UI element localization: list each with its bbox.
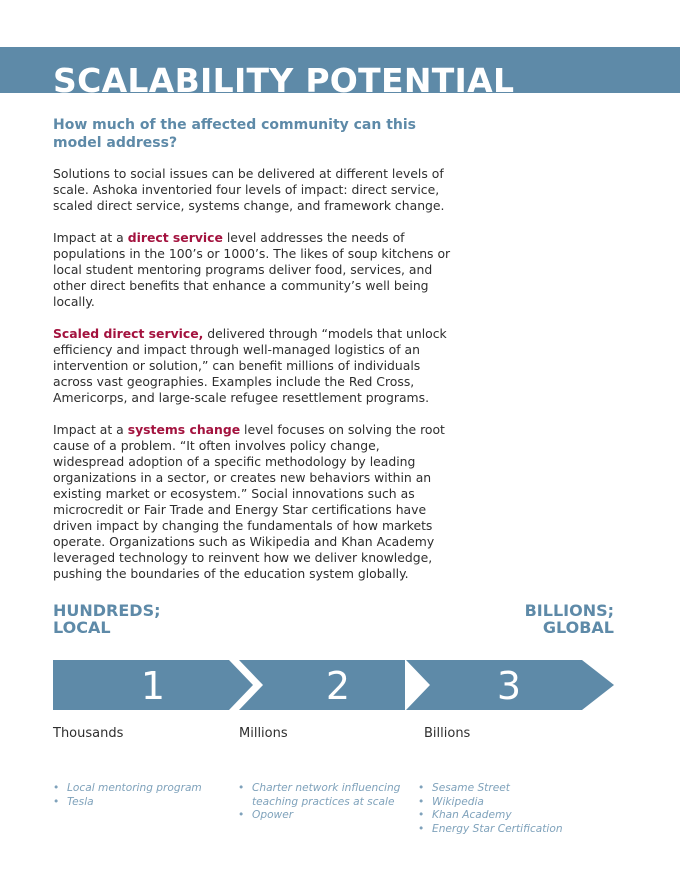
- paragraph-systems-change: [53, 422, 453, 582]
- paragraph-text: level focuses on solving the root cause of a problem. “It often involves policy change, widespread adoption of a specific methodology by leading organizations in a sector, or creates new behaviors within an existing market or ecosystem.” Social innovations such as microcredit or Fair Trade and Energy Star certifications have driven impact by changing the fundamentals of how markets operate. Organizations such as Wikipedia and Khan Academy leveraged technology to reinvent how we deliver knowledge, pushing the boundaries of the education system globally.: [53, 422, 445, 581]
- examples-list-thousands: [53, 782, 223, 809]
- chevron-step-3: [406, 660, 582, 710]
- list-item: • Tesla: [53, 796, 223, 810]
- arrow-head: [582, 660, 614, 710]
- page-title: SCALABILITY POTENTIAL: [53, 61, 515, 93]
- list-item: • Wikipedia: [418, 796, 608, 810]
- highlight-systems-change: systems change: [127, 422, 241, 437]
- step-number-2: 2: [325, 664, 351, 708]
- list-item: • Charter network influencing teaching practices at scale: [238, 782, 403, 809]
- scale-label-local: [53, 602, 161, 636]
- paragraph-text: delivered through “models that unlock efficiency and impact through well-managed logistics of an intervention or solution,” can benefit millions of individuals across vast geographies. Examples include the Red Cross, Americorps, and large-scale refugee resettlement programs.: [53, 326, 447, 405]
- paragraph-text: Impact at a: [53, 422, 128, 437]
- list-item: • Energy Star Certification: [418, 823, 608, 837]
- list-item: • Opower: [238, 809, 403, 823]
- scale-left-line1: HUNDREDS;: [53, 601, 161, 620]
- paragraph-scaled-direct-service: [53, 326, 453, 406]
- chevron-step-2: [239, 660, 405, 710]
- step-label-thousands: Thousands: [53, 726, 124, 741]
- examples-list-millions: [238, 782, 403, 823]
- scale-right-line2: GLOBAL: [542, 618, 614, 637]
- subheading: How much of the affected community can this model address?: [53, 117, 417, 151]
- list-item: • Khan Academy: [418, 809, 608, 823]
- paragraph-direct-service: [53, 230, 453, 310]
- paragraph-intro: Solutions to social issues can be delivered at different levels of scale. Ashoka inventoried four levels of impact: direct service, scaled direct service, systems change, and framework change.: [53, 166, 445, 213]
- scale-right-line1: BILLIONS;: [524, 601, 614, 620]
- paragraph-text: level addresses the needs of populations in the 100’s or 1000’s. The likes of soup kitchens or local student mentoring programs deliver food, services, and other direct benefits that enhance a community’s well being locally.: [53, 230, 451, 309]
- highlight-scaled-direct-service: Scaled direct service,: [53, 326, 204, 341]
- scale-left-line2: LOCAL: [53, 618, 111, 637]
- step-label-billions: Billions: [424, 726, 471, 741]
- highlight-direct-service: direct service: [127, 230, 223, 245]
- header-band: [0, 47, 680, 93]
- step-label-millions: Millions: [239, 726, 288, 741]
- paragraph-text: Impact at a: [53, 230, 128, 245]
- step-number-3: 3: [496, 664, 522, 708]
- scale-arrow-graphic: [0, 655, 680, 715]
- step-number-1: 1: [140, 664, 166, 708]
- body-content: [53, 116, 453, 598]
- list-item: • Local mentoring program: [53, 782, 223, 796]
- scale-label-global: [525, 602, 614, 636]
- examples-list-billions: [418, 782, 608, 836]
- list-item: • Sesame Street: [418, 782, 608, 796]
